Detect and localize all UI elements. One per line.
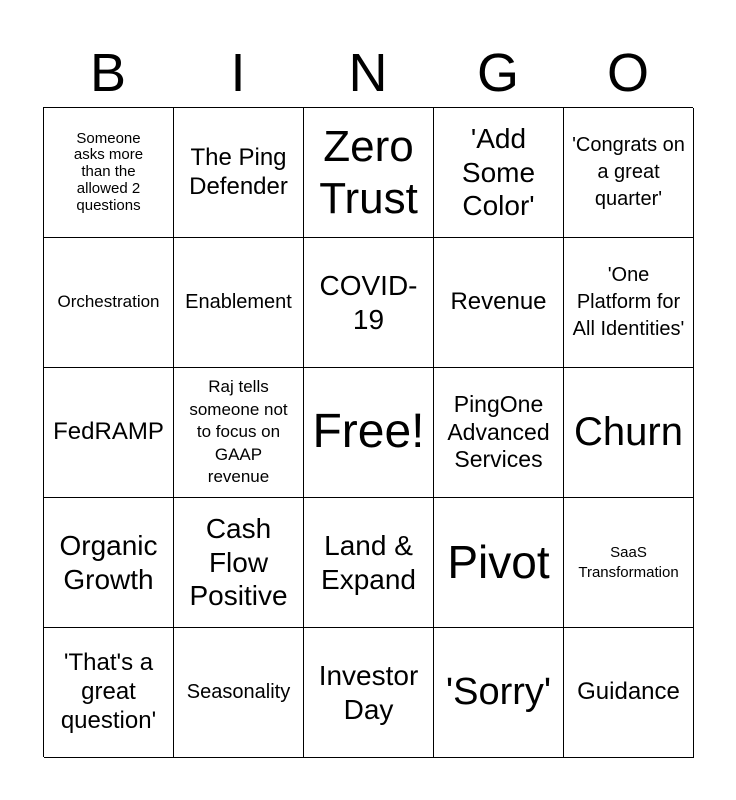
bingo-cell[interactable] bbox=[434, 628, 564, 758]
cell-text: Revenue bbox=[450, 288, 547, 316]
cell-text: Orchestration bbox=[57, 292, 160, 312]
cell-text: 'That's a great question' bbox=[60, 649, 157, 734]
bingo-cell[interactable] bbox=[44, 108, 174, 238]
cell-text: Zero Trust bbox=[319, 121, 418, 223]
bingo-header bbox=[43, 40, 693, 106]
cell-text: PingOne Advanced Services bbox=[447, 391, 550, 473]
bingo-cell[interactable] bbox=[304, 238, 434, 368]
cell-text: 'Add Some Color' bbox=[461, 123, 536, 222]
cell-text: 'Congrats on a great quarter' bbox=[572, 134, 685, 210]
bingo-cell[interactable] bbox=[174, 238, 304, 368]
bingo-cell[interactable] bbox=[564, 108, 694, 238]
bingo-cell[interactable] bbox=[304, 108, 434, 238]
bingo-cell[interactable] bbox=[304, 498, 434, 628]
cell-text: 'Sorry' bbox=[445, 670, 552, 713]
cell-text: FedRAMP bbox=[53, 418, 164, 446]
cell-text: The Ping Defender bbox=[189, 143, 288, 200]
cell-text: 'One Platform for All Identities' bbox=[572, 264, 685, 340]
bingo-cell[interactable] bbox=[434, 368, 564, 498]
bingo-cell[interactable] bbox=[174, 498, 304, 628]
cell-text: Land & Expand bbox=[321, 529, 416, 595]
bingo-cell[interactable] bbox=[174, 368, 304, 498]
bingo-cell[interactable] bbox=[174, 108, 304, 238]
header-letter-n: N bbox=[348, 43, 388, 103]
cell-text: Pivot bbox=[447, 536, 550, 589]
cell-text: Guidance bbox=[577, 678, 680, 706]
bingo-cell[interactable] bbox=[44, 368, 174, 498]
header-letter-o: O bbox=[606, 43, 649, 103]
bingo-cell[interactable] bbox=[564, 238, 694, 368]
cell-text: Enablement bbox=[185, 291, 292, 313]
bingo-cell[interactable] bbox=[44, 498, 174, 628]
bingo-cell[interactable] bbox=[434, 108, 564, 238]
bingo-board bbox=[43, 107, 693, 757]
bingo-cell[interactable] bbox=[434, 498, 564, 628]
bingo-cell[interactable] bbox=[44, 628, 174, 758]
cell-text: Seasonality bbox=[186, 681, 291, 703]
bingo-cell[interactable] bbox=[564, 368, 694, 498]
bingo-cell[interactable] bbox=[304, 368, 434, 498]
cell-text: Investor Day bbox=[318, 659, 419, 725]
header-letter-b: B bbox=[89, 43, 127, 103]
bingo-cell[interactable] bbox=[564, 628, 694, 758]
bingo-cell[interactable] bbox=[44, 238, 174, 368]
cell-text: Someone asks more than the allowed 2 questions bbox=[73, 129, 144, 214]
cell-text: Free! bbox=[312, 405, 425, 459]
bingo-cell[interactable] bbox=[564, 498, 694, 628]
cell-text: COVID-19 bbox=[319, 269, 418, 335]
bingo-cell[interactable] bbox=[434, 238, 564, 368]
header-letter-g: G bbox=[476, 43, 519, 103]
bingo-cell[interactable] bbox=[174, 628, 304, 758]
cell-text: Churn bbox=[574, 409, 683, 454]
bingo-cell[interactable] bbox=[304, 628, 434, 758]
cell-text: SaaS Transformation bbox=[578, 544, 679, 581]
cell-text: Cash Flow Positive bbox=[189, 513, 288, 612]
cell-text: Organic Growth bbox=[59, 529, 158, 595]
header-letter-i: I bbox=[230, 43, 246, 103]
cell-text: Raj tells someone not to focus on GAAP revenue bbox=[189, 377, 288, 487]
